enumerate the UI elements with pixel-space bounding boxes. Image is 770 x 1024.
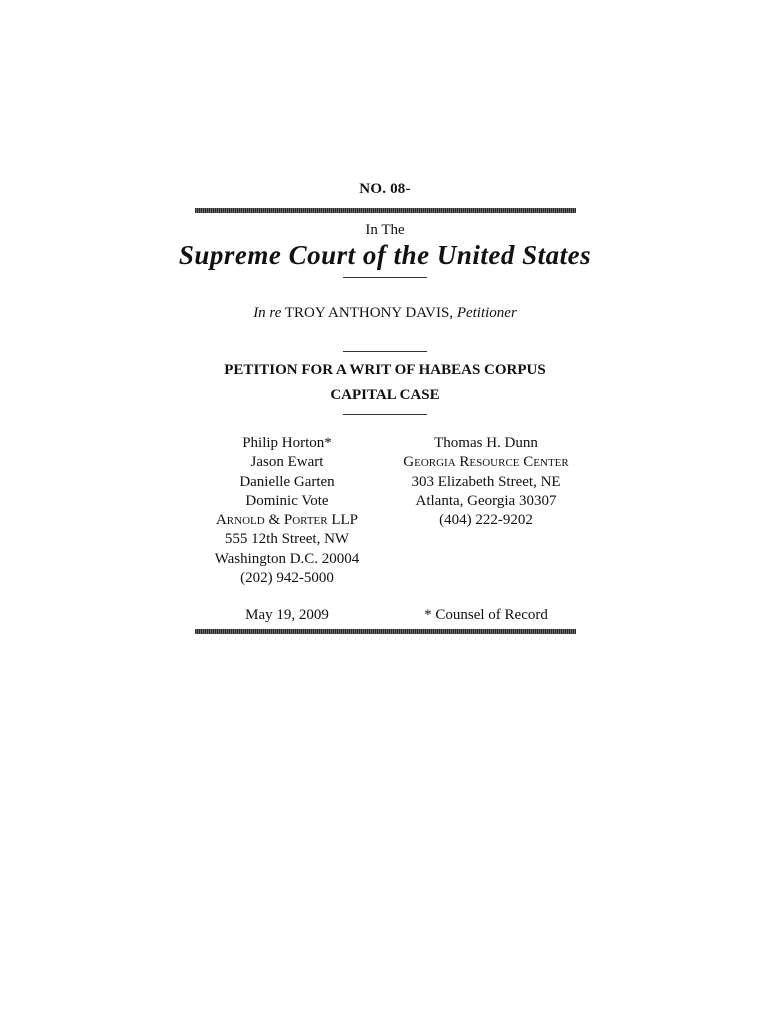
- counsel-line: Jason Ewart: [250, 454, 324, 471]
- counsel-line: Thomas H. Dunn: [434, 435, 538, 451]
- caption-role: Petitioner: [456, 305, 517, 321]
- counsel-phone: (202) 942-5000: [240, 570, 334, 587]
- counsel-line: Philip Horton*: [242, 435, 332, 451]
- caption-prefix: In re: [253, 305, 282, 321]
- counsel-line: Dominic Vote: [245, 492, 329, 509]
- case-caption: [0, 305, 770, 322]
- counsel-block-left: [197, 434, 377, 588]
- counsel-line: Washington D.C. 20004: [214, 550, 360, 567]
- bottom-divider: [195, 629, 576, 634]
- counsel-line: 555 12th Street, NW: [224, 531, 350, 548]
- counsel-line: 303 Elizabeth Street, NE: [411, 473, 561, 490]
- short-divider: [343, 351, 427, 352]
- counsel-line: Atlanta, Georgia 30307: [415, 492, 557, 509]
- in-the-label: In The: [365, 222, 405, 238]
- counsel-of-record-note: * Counsel of Record: [424, 607, 548, 623]
- top-divider: [195, 208, 576, 213]
- counsel-line: Danielle Garten: [239, 473, 335, 490]
- case-type: CAPITAL CASE: [330, 387, 440, 403]
- counsel-firm: Georgia Resource Center: [403, 454, 569, 471]
- case-number: NO. 08-: [359, 181, 411, 197]
- filing-date: May 19, 2009: [245, 607, 329, 623]
- counsel-phone: (404) 222-9202: [439, 512, 533, 529]
- counsel-block-right: [370, 434, 602, 530]
- caption-party: TROY ANTHONY DAVIS,: [284, 305, 454, 321]
- short-divider: [343, 277, 427, 278]
- petition-title: PETITION FOR A WRIT OF HABEAS CORPUS: [224, 362, 546, 378]
- counsel-firm: Arnold & Porter LLP: [215, 512, 359, 529]
- short-divider: [343, 414, 427, 415]
- court-name: Supreme Court of the United States: [178, 240, 592, 270]
